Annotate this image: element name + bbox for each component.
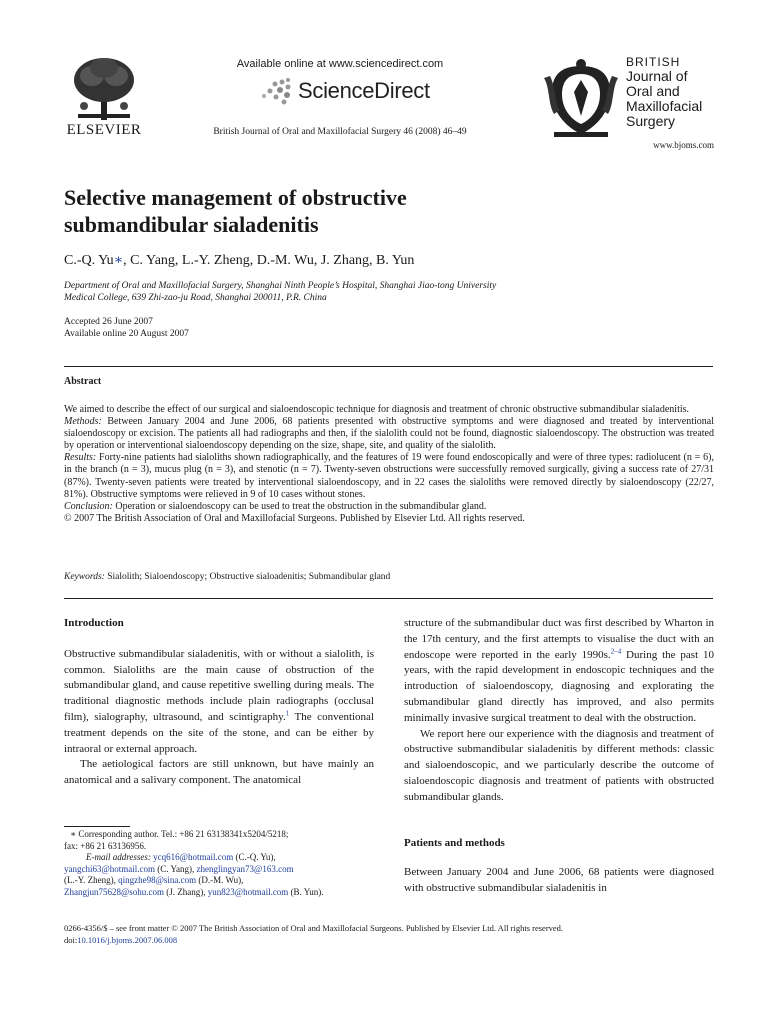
- article-title-line: Selective management of obstructive: [64, 185, 407, 210]
- body-paragraph: [404, 616, 714, 727]
- abstract-methods-label: Methods:: [64, 416, 102, 428]
- email-owner: (D.-M. Wu),: [196, 875, 244, 886]
- available-online-text: Available online at www.sciencedirect.com: [236, 58, 444, 70]
- abstract-results: [64, 452, 714, 500]
- footnote-emails: [64, 887, 374, 899]
- footnote: [64, 829, 374, 899]
- abstract-results-text: Forty-nine patients had sialoliths shown radiographically, and the features of 19 were found endoscopically and were of three types: radiolucent (n = 6), in the branch (n = 3), mucus plug (n = 3), and stenotic (n = 7). Twenty-seven obstructions were successfully removed surgically, giving a success rate of 27/31 (87%). Twenty-seven patients were treated by interventional sialoendoscopy, and in 22 cases the sialoliths were removed directly by sialoendoscopy (22/27, 81%). Obstructive symptoms were relieved in 9 of 10 cases without stones.: [64, 452, 714, 500]
- footnote-fax: fax: +86 21 63136956.: [64, 840, 147, 851]
- footnote-divider: [64, 826, 130, 827]
- email-link[interactable]: qingzhe98@sina.com: [118, 875, 197, 886]
- email-owner: (C.-Q. Yu),: [233, 852, 276, 863]
- email-owner: (C. Yang),: [155, 863, 197, 874]
- reference-link[interactable]: 1: [285, 709, 290, 718]
- introduction-heading: Introduction: [64, 617, 124, 629]
- email-link[interactable]: ycq616@hotmail.com: [153, 852, 234, 863]
- introduction-text: The conventional treatment depends on the site of the stone, and can be either by intraoral or external approach.: [64, 710, 374, 755]
- journal-masthead-line: Surgery: [626, 113, 676, 129]
- abstract-methods: [64, 416, 714, 452]
- sciencedirect-wordmark: ScienceDirect: [298, 78, 430, 103]
- column-right: [404, 616, 714, 897]
- abstract-copyright: © 2007 The British Association of Oral and Maxillofacial Surgeons. Published by Elsevier Ltd. All rights reserved.: [64, 512, 525, 524]
- introduction-text: Obstructive submandibular sialadenitis, with or without a sialolith, is common. Sialoliths are the main cause of obstruction of the submandibular gland, and cause repetitive swelling during meals. The traditional diagnostic methods include plain radiographs (occlusal film), sialography, ultrasound, and scintigraphy.: [64, 647, 374, 723]
- affiliation: [64, 280, 584, 304]
- author-rest: , C. Yang, L.-Y. Zheng, D.-M. Wu, J. Zhang, B. Yun: [123, 253, 415, 268]
- introduction-paragraph: [64, 647, 374, 758]
- abstract-conclusion-text: Operation or sialoendoscopy can be used to treat the obstruction in the submandibular gland.: [112, 500, 487, 512]
- body-text: structure of the submandibular duct was first described by Wharton in the 17th century, and the first attempts to visualise the duct with an endoscope were reported in the early 1990s.: [404, 617, 714, 661]
- email-owner: (L.-Y. Zheng),: [64, 875, 119, 886]
- front-matter-info: [64, 922, 714, 946]
- abstract-results-label: Results:: [64, 452, 97, 464]
- email-link[interactable]: zhenglingyan73@163.com: [196, 863, 294, 874]
- footnote-email-label: E-mail addresses:: [86, 852, 151, 863]
- abstract-methods-text: Between January 2004 and June 2006, 68 patients presented with obstructive symptoms and were diagnosed and treated by interventional sialoendoscopy or excision. The patients all had radiographs and then, if the sialolith could not be found, diagnostic sialoendoscopy. The obstruction was treated by operation or interventional sialoendoscopy depending on the size, shape, site, and quality of the sialolith.: [64, 416, 714, 452]
- journal-masthead-line: Oral and: [626, 83, 680, 99]
- email-link[interactable]: yangchi63@hotmail.com: [64, 863, 156, 874]
- journal-masthead-line: Journal of: [626, 68, 688, 84]
- doi-line: [64, 934, 714, 946]
- article-title: [64, 184, 704, 238]
- journal-crest-icon: [540, 58, 622, 140]
- email-link[interactable]: yun823@hotmail.com: [207, 886, 289, 897]
- abstract-conclusion-label: Conclusion:: [64, 500, 113, 512]
- abstract-conclusion: [64, 501, 714, 513]
- article-dates: [64, 316, 364, 340]
- journal-masthead-line: Maxillofacial: [626, 98, 703, 114]
- reference-link[interactable]: 2–4: [610, 646, 622, 655]
- keywords: [64, 572, 714, 582]
- abstract-body: [64, 404, 714, 525]
- divider: [64, 598, 713, 599]
- email-link[interactable]: Zhangjun75628@sohu.com: [64, 886, 165, 897]
- affiliation-line: Department of Oral and Maxillofacial Surgery, Shanghai Ninth People’s Hospital, Shanghai Jiao-tong University: [64, 281, 497, 291]
- body-paragraph: We report here our experience with the diagnosis and treatment of obstructive submandibular sialadenitis by different methods: classic and sialoendoscopic, and we particularly describe the outcome of sialoendoscopic diagnosis and treatment of patients with obstructed submandibular glands.: [404, 727, 714, 803]
- accepted-date: Accepted 26 June 2007: [64, 317, 153, 327]
- affiliation-line: Medical College, 639 Zhi-zao-ju Road, Shanghai 200011, P.R. China: [64, 293, 327, 303]
- email-owner: (B. Yun).: [288, 886, 324, 897]
- abstract-aim: We aimed to describe the effect of our surgical and sialoendoscopic technique for diagnosis and treatment of chronic obstructive submandibular sialadenitis.: [64, 404, 690, 415]
- author-list: [64, 252, 704, 269]
- footnote-emails: [64, 864, 374, 876]
- sciencedirect-dots-icon: [258, 76, 294, 106]
- abstract-heading: Abstract: [64, 376, 102, 387]
- journal-citation: British Journal of Oral and Maxillofacial Surgery 46 (2008) 46–49: [213, 127, 467, 137]
- footnote-emails: [64, 875, 374, 887]
- body-paragraph: Between January 2004 and June 2006, 68 patients were diagnosed with obstructive submandibular sialadenitis in: [404, 866, 714, 895]
- available-date: Available online 20 August 2007: [64, 329, 189, 339]
- journal-masthead: [626, 56, 736, 129]
- body-text: During the past 10 years, with the rapid development in endoscopic techniques and the introduction of sialoendoscopy, diagnosing and explorating the submandibular gland directly has improved, and also permits minimally invasive surgical treatment to deal with the obstruction.: [404, 648, 714, 724]
- footnote-corresponding: [64, 829, 374, 841]
- footnote-emails: [64, 852, 374, 864]
- elsevier-tree-icon: [70, 56, 138, 122]
- footnote-phone: Corresponding author. Tel.: +86 21 63138341x5204/5218;: [76, 829, 289, 839]
- author-first: C.-Q. Yu: [64, 253, 114, 268]
- issn-line: 0266-4356/$ – see front matter © 2007 The British Association of Oral and Maxillofacial Surgeons. Published by Elsevier Ltd. All rights reserved.: [64, 923, 564, 933]
- divider: [64, 366, 713, 367]
- patients-methods-heading: Patients and methods: [404, 836, 505, 849]
- introduction-paragraph: The aetiological factors are still unknown, but have mainly an anatomical and a salivary component. The anatomical: [64, 758, 374, 787]
- doi-label: doi:: [64, 935, 78, 945]
- column-left: [64, 616, 374, 789]
- article-title-line: submandibular sialadenitis: [64, 212, 319, 237]
- keywords-list: Sialolith; Sialoendoscopy; Obstructive sialoadenitis; Submandibular gland: [104, 572, 391, 582]
- publisher-name: ELSEVIER: [66, 122, 142, 138]
- elsevier-logo: [64, 56, 144, 136]
- keywords-label: Keywords:: [64, 572, 105, 582]
- email-owner: (J. Zhang),: [164, 886, 208, 897]
- sciencedirect-logo: [258, 72, 458, 112]
- footnote-marker: ∗: [70, 829, 77, 839]
- corresponding-author-marker[interactable]: ∗: [113, 253, 124, 268]
- journal-masthead-line: BRITISH: [626, 55, 681, 69]
- journal-url[interactable]: www.bjoms.com: [653, 140, 714, 150]
- doi-link[interactable]: 10.1016/j.bjoms.2007.06.008: [77, 935, 178, 945]
